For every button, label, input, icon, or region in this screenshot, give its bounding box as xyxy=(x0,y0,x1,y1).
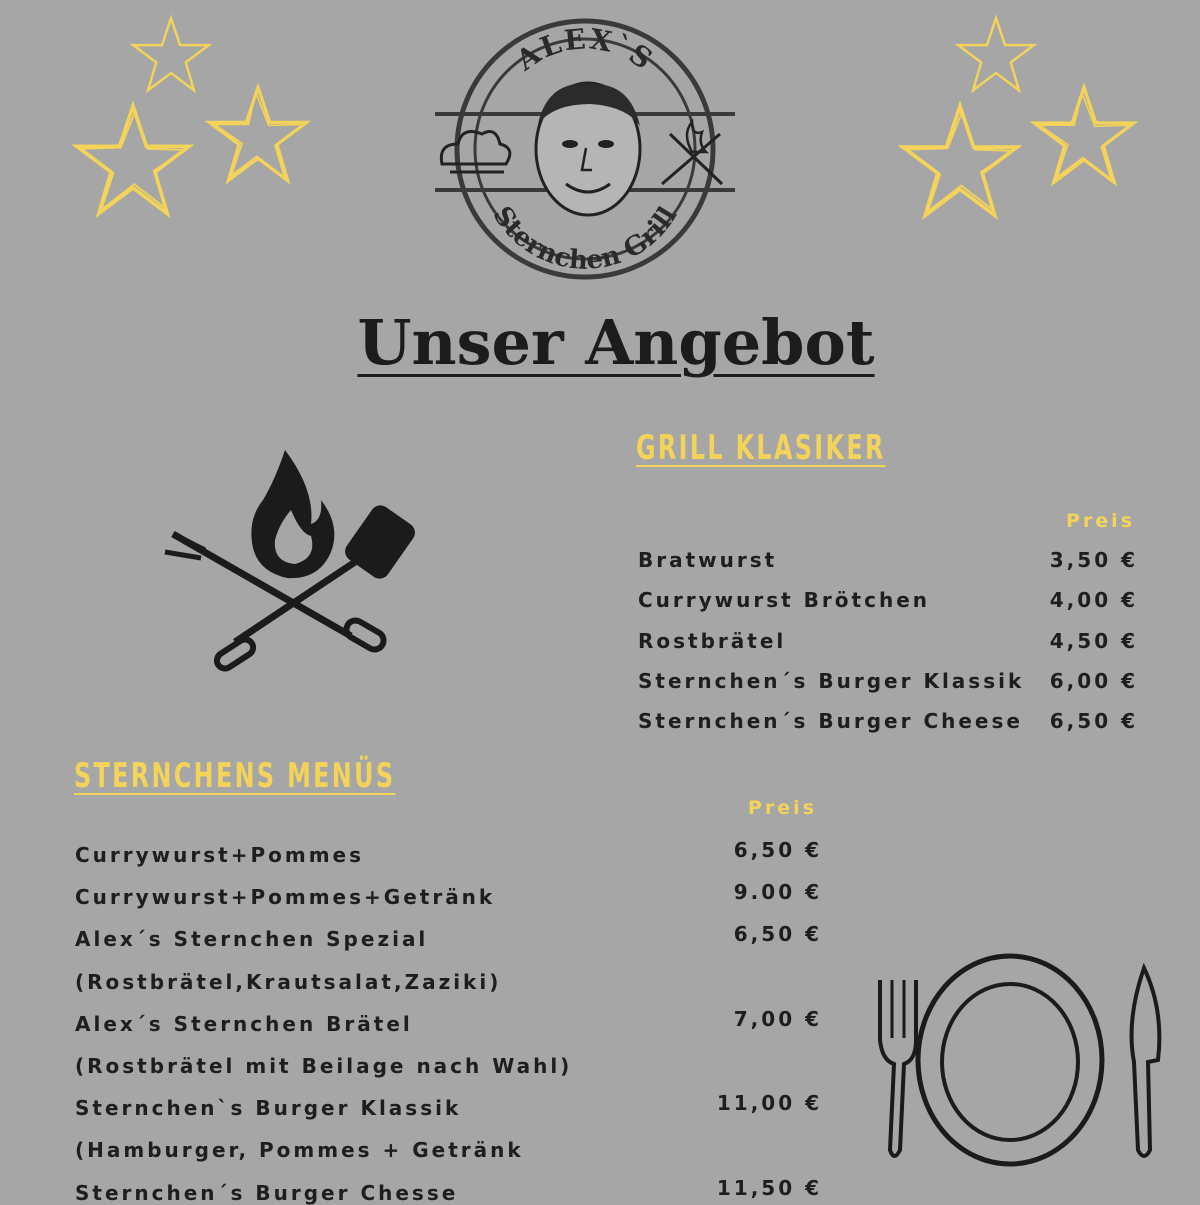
grill-item-price: 4,00 € xyxy=(1049,588,1138,613)
menus-price-header: Preis xyxy=(748,797,818,819)
menu-line-text: (Hamburger, Pommes + Getränk xyxy=(75,1138,524,1163)
grill-tools-icon xyxy=(155,440,435,680)
grill-item-name: Bratwurst xyxy=(638,548,778,572)
menu-line-text: Sternchen`s Burger Klassik xyxy=(75,1096,462,1121)
grill-item-price: 3,50 € xyxy=(1049,548,1138,572)
plate-cutlery-icon xyxy=(860,950,1170,1170)
menu-line-text: Alex´s Sternchen Spezial xyxy=(75,927,429,952)
grill-item-name: Sternchen´s Burger Cheese xyxy=(638,709,1023,734)
menu-line-text: Currywurst+Pommes+Getränk xyxy=(75,885,496,910)
logo-bottom-text: Sternchen Grill xyxy=(486,201,684,276)
star-icon xyxy=(1030,82,1138,190)
logo-emblem xyxy=(430,14,740,286)
menus-section-title: STERNCHENS MENÜS xyxy=(74,756,396,796)
grill-section-title: GRILL KLASIKER xyxy=(636,428,886,468)
menu-line-text: (Rostbrätel,Krautsalat,Zaziki) xyxy=(75,969,502,994)
menu-line-text: Currywurst+Pommes xyxy=(75,843,365,867)
menu-line-text: Sternchen´s Burger Chesse xyxy=(75,1180,459,1205)
star-icon xyxy=(130,14,212,96)
star-icon xyxy=(72,100,194,222)
menu-line-price: 11,00 € xyxy=(716,1091,822,1116)
logo-top-text: ALEX`S xyxy=(510,22,661,78)
grill-item-name: Sternchen´s Burger Klassik xyxy=(638,668,1025,693)
grill-price-header: Preis xyxy=(1066,510,1136,532)
grill-item-name: Rostbrätel xyxy=(638,628,787,653)
grill-item-price: 6,50 € xyxy=(1049,709,1138,734)
star-icon xyxy=(955,14,1037,96)
star-icon xyxy=(898,100,1022,224)
menu-line-price: 7,00 € xyxy=(733,1006,822,1031)
grill-item-name: Currywurst Brötchen xyxy=(638,588,930,613)
menu-line-text: (Rostbrätel mit Beilage nach Wahl) xyxy=(75,1054,573,1078)
menu-line-price: 9.00 € xyxy=(733,880,822,905)
star-icon xyxy=(205,82,311,188)
grill-item-price: 4,50 € xyxy=(1049,628,1138,653)
menu-line-text: Alex´s Sternchen Brätel xyxy=(75,1011,413,1036)
menu-line-price: 6,50 € xyxy=(733,838,822,862)
grill-item-price: 6,00 € xyxy=(1049,668,1138,693)
page-title: Unser Angebot xyxy=(357,306,875,379)
menu-line-price: 11,50 € xyxy=(716,1175,822,1200)
menu-line-price: 6,50 € xyxy=(733,922,822,947)
